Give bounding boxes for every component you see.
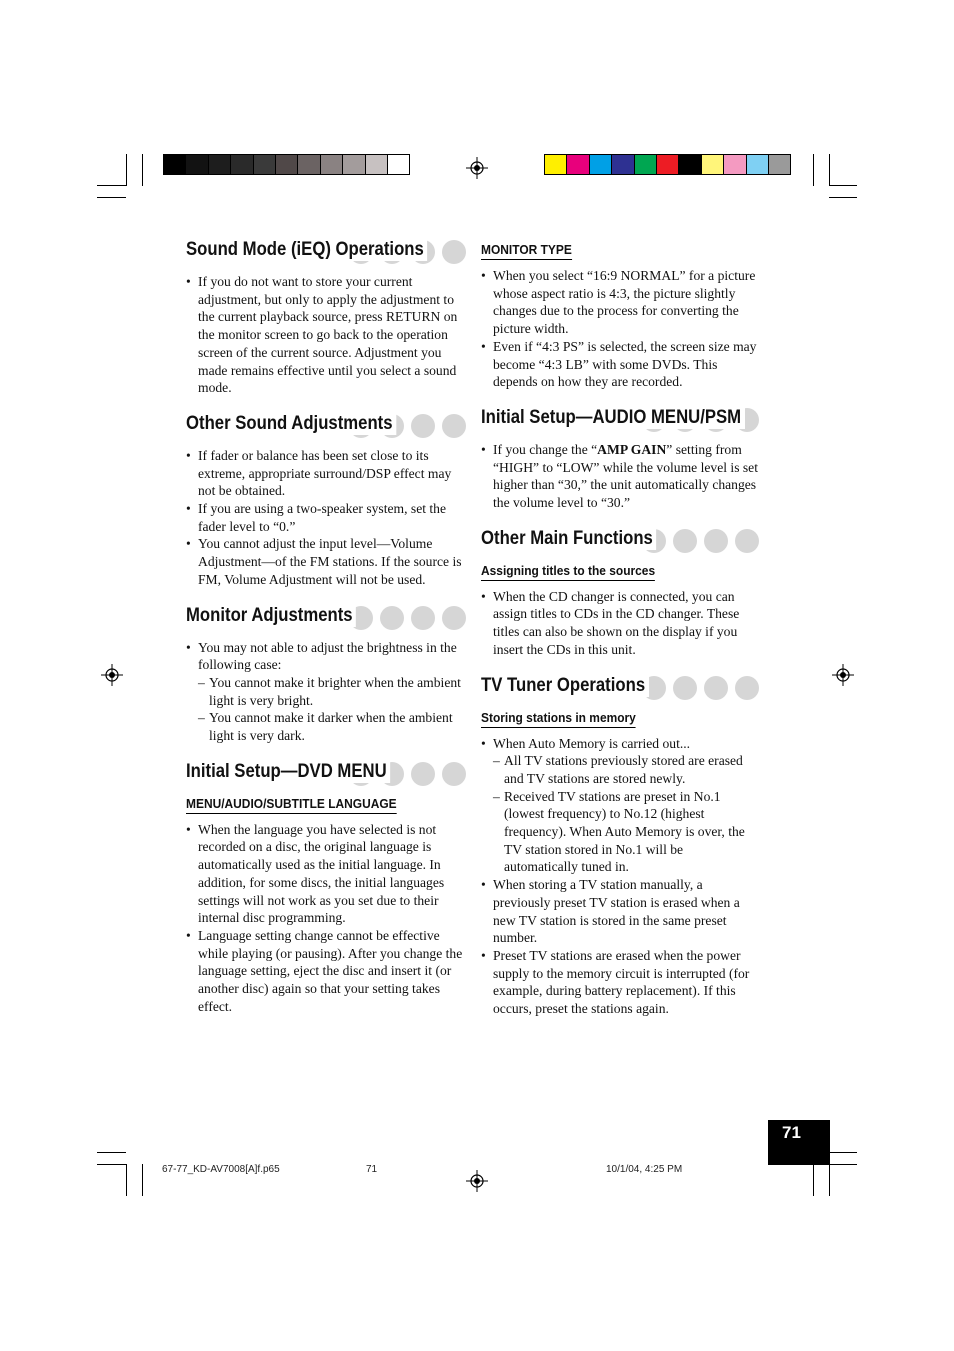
registration-target-icon — [466, 1170, 488, 1192]
section-heading: Other Sound Adjustments — [186, 413, 396, 435]
color-swatch — [723, 154, 746, 175]
color-swatch — [611, 154, 634, 175]
color-swatch — [387, 154, 410, 175]
color-swatch — [746, 154, 769, 175]
section-monitor-adjustments — [186, 605, 466, 745]
section-heading: Sound Mode (iEQ) Operations — [186, 239, 427, 261]
color-swatch — [185, 154, 208, 175]
list-item: • When you select “16:9 NORMAL” for a picture whose aspect ratio is 4:3, the picture slightly changes due to the process for converting the picture width. — [481, 267, 759, 338]
list-item: • If fader or balance has been set close to its extreme, appropriate surround/DSP effect may not be obtained. — [186, 447, 466, 500]
color-swatch — [678, 154, 701, 175]
list-item: • When the CD changer is connected, you can assign titles to CDs in the CD changer. These titles can also be shown on the display if you insert the CDs in this unit. — [481, 588, 759, 659]
section-tv-tuner — [481, 675, 759, 1018]
list-item-text: You may not able to adjust the brightness in the following case: — [198, 639, 457, 673]
section-heading: TV Tuner Operations — [481, 675, 649, 697]
subheading: Storing stations in memory — [481, 710, 636, 728]
list-item: • If you are using a two-speaker system, set the fader level to “0.” — [186, 500, 466, 535]
section-monitor-type — [481, 241, 759, 391]
list-item: • You cannot adjust the input level—Volume Adjustment—of the FM stations. If the source is FM, Volume Adjustment will not be used. — [186, 535, 466, 588]
color-swatch — [230, 154, 253, 175]
color-swatch — [701, 154, 724, 175]
color-swatch — [365, 154, 388, 175]
setting-name: AMP GAIN — [597, 441, 667, 457]
list-item: • If you do not want to store your current adjustment, but only to apply the adjustment to the current playback source, press RETURN on the monitor screen to go back to the operation screen of the current source. Adjustment you made remains effective until you select a sound mode. — [186, 273, 466, 397]
color-swatch — [297, 154, 320, 175]
registration-target-icon — [101, 664, 123, 686]
text-run: If you change the “ — [493, 441, 598, 457]
section-other-sound — [186, 413, 466, 589]
list-item: • Language setting change cannot be effective while playing (or pausing). After you change the language setting, eject the disc and insert it (or another disc) again so that your setting takes effect. — [186, 927, 466, 1016]
section-dvd-menu — [186, 761, 466, 1016]
section-heading: Initial Setup—AUDIO MENU/PSM — [481, 407, 745, 429]
list-item: • When storing a TV station manually, a previously preset TV station is erased when a new TV station is stored in the same preset number. — [481, 876, 759, 947]
list-item: • Even if “4:3 PS” is selected, the screen size may become “4:3 LB” with some DVDs. This depends on how they are recorded. — [481, 338, 759, 391]
section-heading: Monitor Adjustments — [186, 605, 356, 627]
footer-date: 10/1/04, 4:25 PM — [606, 1164, 683, 1175]
dash-item: – All TV stations previously stored are erased and TV stations are stored newly. — [481, 752, 759, 787]
list-item — [481, 441, 759, 512]
section-sound-mode — [186, 239, 466, 397]
dash-item: – Received TV stations are preset in No.1 (lowest frequency) to No.12 (highest frequency). When Auto Memory is over, the TV station stored in No.1 will be automatically tuned in. — [481, 788, 759, 877]
color-swatch — [544, 154, 567, 175]
page-number-tab — [768, 1120, 830, 1165]
color-swatch — [566, 154, 589, 175]
list-item — [186, 639, 466, 674]
color-swatch — [589, 154, 612, 175]
dash-item: – You cannot make it darker when the ambient light is very dark. — [186, 709, 466, 744]
footer-filename: 67-77_KD-AV7008[A]f.p65 — [162, 1164, 280, 1175]
section-heading: Initial Setup—DVD MENU — [186, 761, 390, 783]
footer-page: 71 — [366, 1164, 378, 1175]
subheading: MONITOR TYPE — [481, 242, 572, 260]
subheading: Assigning titles to the sources — [481, 563, 655, 581]
color-swatch — [275, 154, 298, 175]
section-audio-menu — [481, 407, 759, 512]
color-swatch — [768, 154, 791, 175]
section-heading: Other Main Functions — [481, 528, 656, 550]
color-swatch — [253, 154, 276, 175]
registration-target-icon — [466, 157, 488, 179]
heading-dots — [642, 529, 759, 553]
color-swatch — [320, 154, 343, 175]
heading-dots — [349, 606, 466, 630]
heading-dots — [642, 676, 759, 700]
color-swatch — [163, 154, 186, 175]
list-item: • Preset TV stations are erased when the power supply to the memory circuit is interrupted (for example, during battery replacement). If this occurs, preset the stations again. — [481, 947, 759, 1018]
list-item: • When the language you have selected is not recorded on a disc, the original language is automatically used as the initial language. In addition, for some discs, the initial languages settings will not work as you set due to their internal disc programming. — [186, 821, 466, 927]
color-swatch — [208, 154, 231, 175]
right-column — [481, 241, 759, 1034]
dash-item: – You cannot make it brighter when the ambient light is very bright. — [186, 674, 466, 709]
list-item: • When Auto Memory is carried out... — [481, 735, 759, 753]
color-swatch — [342, 154, 365, 175]
color-swatch — [634, 154, 657, 175]
section-other-main — [481, 528, 759, 659]
text-run: ” setting from “HIGH” to “LOW” while the volume level is set higher than “30,” the unit automatically changes the volume level to “30.” — [493, 441, 758, 511]
left-column — [186, 239, 466, 1032]
registration-target-icon — [832, 664, 854, 686]
subheading: MENU/AUDIO/SUBTITLE LANGUAGE — [186, 796, 397, 814]
color-swatch — [656, 154, 679, 175]
page-number: 71 — [782, 1123, 801, 1142]
